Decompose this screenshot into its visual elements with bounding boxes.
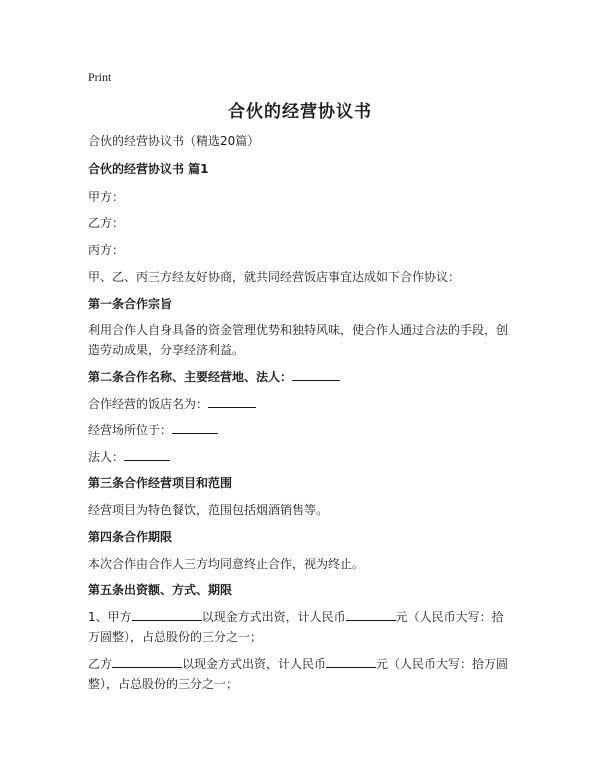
article-2-title-text: 第二条合作名称、主要经营地、法人： bbox=[88, 370, 293, 384]
article-3-body: 经营项目为特色餐饮，范围包括烟酒销售等。 bbox=[88, 503, 329, 517]
article-1-body: 利用合作人自身具备的资金管理优势和独特风味，使合作人通过合法的手段，创造劳动成果，分享经济利益。 bbox=[88, 323, 509, 357]
item-2-cash: 以现金方式出资，计人民币 bbox=[182, 657, 327, 671]
restaurant-name-label: 合作经营的饭店名为： bbox=[88, 397, 209, 411]
legal-person-label: 法人： bbox=[88, 450, 125, 464]
legal-blank bbox=[292, 367, 340, 381]
article-3-title: 第三条合作经营项目和范围 bbox=[88, 476, 233, 490]
party-c-line: 丙方： bbox=[88, 243, 125, 257]
location-blank bbox=[172, 420, 218, 434]
item-1-share: 元（人民币大写：拾万圆整），占总股份的三分之一； bbox=[88, 610, 504, 644]
article-5-item-2 bbox=[88, 654, 513, 694]
party-b-line: 乙方： bbox=[88, 216, 125, 230]
legal-person-line bbox=[88, 447, 508, 467]
item-1-amount-blank bbox=[346, 607, 396, 621]
article-1-title: 第一条合作宗旨 bbox=[88, 297, 173, 311]
article-2-title bbox=[88, 367, 508, 387]
article-4-body: 本次合作由合作人三方均同意终止合作，视为终止。 bbox=[88, 557, 365, 571]
item-2-party: 乙方 bbox=[88, 657, 113, 671]
section-heading: 合伙的经营协议书 篇1 bbox=[88, 162, 209, 176]
item-2-name-blank bbox=[112, 654, 182, 668]
document-subtitle: 合伙的经营协议书（精选20篇） bbox=[88, 134, 260, 148]
item-1-name-blank bbox=[132, 607, 202, 621]
location-line bbox=[88, 420, 508, 440]
restaurant-name-line bbox=[88, 394, 508, 414]
item-1-party: 1、甲方 bbox=[88, 610, 132, 624]
item-2-amount-blank bbox=[326, 654, 376, 668]
restaurant-name-blank bbox=[208, 394, 256, 408]
print-label: Print bbox=[88, 70, 112, 84]
intro-paragraph: 甲、乙、丙三方经友好协商，就共同经营饭店事宜达成如下合作协议： bbox=[88, 270, 461, 284]
item-2-share: 元（人民币大写：拾万圆整），占总股份的三分之一； bbox=[88, 657, 509, 691]
party-a-line: 甲方： bbox=[88, 190, 125, 204]
article-5-item-1 bbox=[88, 607, 513, 647]
article-4-title: 第四条合作期限 bbox=[88, 530, 173, 544]
article-5-title: 第五条出资额、方式、期限 bbox=[88, 583, 233, 597]
item-1-cash: 以现金方式出资，计人民币 bbox=[201, 610, 346, 624]
legal-person-blank bbox=[124, 447, 170, 461]
page-title: 合伙的经营协议书 bbox=[228, 102, 372, 122]
location-label: 经营场所位于： bbox=[88, 423, 173, 437]
